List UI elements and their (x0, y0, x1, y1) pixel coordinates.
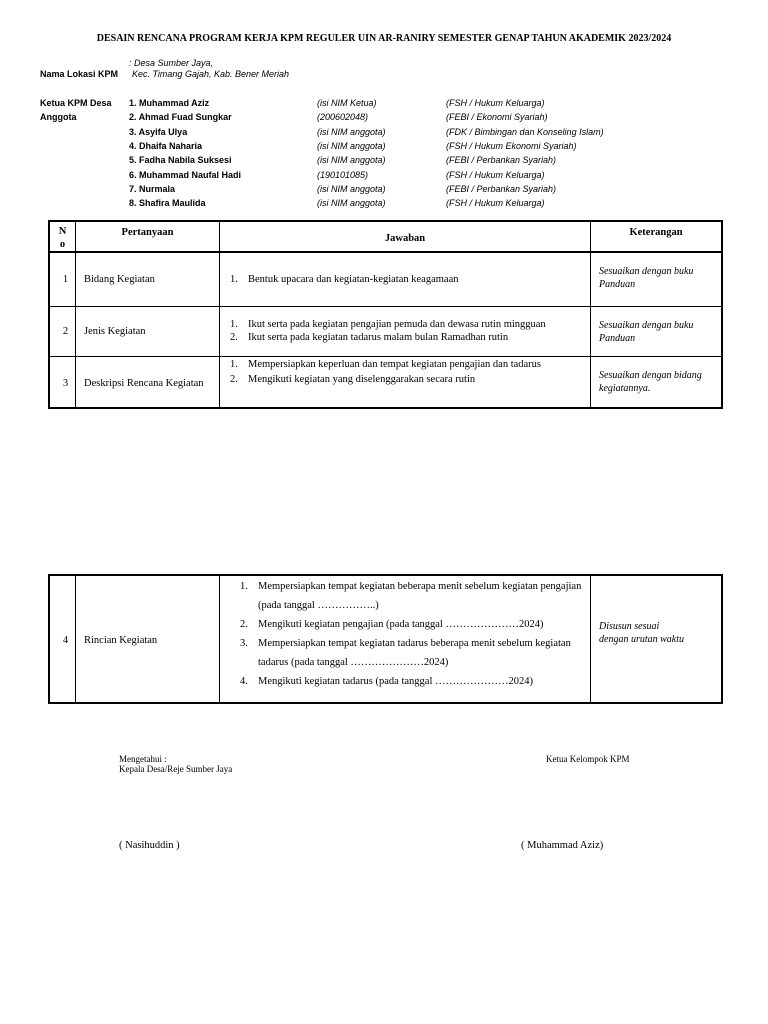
member-faculty: (FSH / Hukum Keluarga) (446, 169, 545, 180)
row-note: Sesuaikan dengan buku Panduan (599, 266, 694, 290)
answer-item: 3. Mempersiapkan tempat kegiatan tadarus beberapa menit sebelum kegiatan tadarus (pada tanggal …………………2024) (240, 638, 571, 668)
member-row (0, 170, 768, 184)
member-nim: (isi NIM anggota) (317, 198, 386, 209)
row-question: Bidang Kegiatan (84, 274, 155, 285)
row-question: Jenis Kegiatan (84, 326, 146, 337)
row-no: 2 (62, 326, 69, 337)
answer-item: 1. Mempersiapkan tempat kegiatan beberapa menit sebelum kegiatan pengajian (pada tanggal ……………..) (240, 581, 582, 611)
member-faculty: (FEBI / Perbankan Syariah) (446, 155, 557, 166)
header-note: Keterangan (629, 227, 683, 238)
member-name: 1. Muhammad Aziz (129, 98, 210, 108)
member-faculty: (FSH / Hukum Keluarga) (446, 98, 545, 108)
member-nim: (isi NIM anggota) (317, 183, 386, 194)
row-question: Rincian Kegiatan (84, 635, 158, 646)
row-note: Sesuaikan dengan buku Panduan (599, 320, 694, 344)
member-nim: (isi NIM anggota) (317, 126, 386, 137)
member-nim: (190101085) (317, 169, 369, 180)
row-no: 3 (62, 378, 69, 389)
answer-item: 2. Mengikuti kegiatan pengajian (pada tanggal …………………2024) (240, 619, 544, 630)
row-no: 4 (62, 635, 69, 646)
detail-table (48, 574, 723, 704)
anggota-label: Anggota (40, 112, 77, 122)
member-nim: (isi NIM anggota) (317, 140, 386, 151)
answer-item: 1. Ikut serta pada kegiatan pengajian pemuda dan dewasa rutin mingguan (230, 319, 546, 330)
member-row (0, 198, 768, 212)
answer-item: 4. Mengikuti kegiatan tadarus (pada tanggal …………………2024) (240, 676, 533, 687)
member-row (0, 112, 768, 126)
member-row (0, 98, 768, 112)
answer-list (240, 577, 585, 691)
member-nim: (isi NIM anggota) (317, 155, 386, 166)
member-row (0, 184, 768, 198)
member-name: 8. Shafira Maulida (129, 198, 206, 209)
row-note: Sesuaikan dengan bidang kegiatannya. (599, 370, 702, 394)
sign-left-line2: Kepala Desa/Reje Sumber Jaya (119, 764, 233, 774)
row-question: Deskripsi Rencana Kegiatan (84, 378, 204, 389)
member-faculty: (FSH / Hukum Ekonomi Syariah) (446, 140, 577, 151)
row-no: 1 (62, 274, 69, 285)
answer-item: 1. Bentuk upacara dan kegiatan-kegiatan keagamaan (230, 274, 459, 285)
member-row (0, 141, 768, 155)
answer-list (230, 273, 585, 286)
member-nim: (isi NIM Ketua) (317, 98, 377, 108)
answer-item: 2. Mengikuti kegiatan yang diselenggarakan secara rutin (230, 374, 476, 385)
member-faculty: (FEBI / Perbankan Syariah) (446, 183, 557, 194)
member-name: 4. Dhaifa Naharia (129, 140, 203, 151)
member-name: 7. Nurmala (129, 183, 176, 194)
location-line2: Kec. Timang Gajah, Kab. Bener Meriah (132, 69, 289, 79)
sign-left-name: ( Nasihuddin ) (119, 840, 180, 851)
member-nim: (200602048) (317, 112, 369, 123)
program-table (48, 220, 723, 409)
member-faculty: (FEBI / Ekonomi Syariah) (446, 112, 548, 123)
sign-right-name: ( Muhammad Aziz) (521, 840, 604, 851)
answer-item: 2. Ikut serta pada kegiatan tadarus malam bulan Ramadhan rutin (230, 332, 509, 343)
sign-left-line1: Mengetahui : (119, 754, 167, 764)
answer-list (230, 357, 585, 387)
sign-right-line1: Ketua Kelompok KPM (546, 754, 630, 764)
document-title: DESAIN RENCANA PROGRAM KERJA KPM REGULER UIN AR-RANIRY SEMESTER GENAP TAHUN AKADEMIK 2023/2024 (96, 33, 672, 44)
header-no: N o (58, 226, 67, 250)
header-answer: Jawaban (384, 233, 426, 244)
location-line1: : Desa Sumber Jaya, (129, 58, 214, 68)
member-name: 5. Fadha Nabila Suksesi (129, 155, 232, 166)
ketua-label: Ketua KPM Desa (40, 98, 112, 108)
member-faculty: (FDK / Bimbingan dan Konseling Islam) (446, 126, 604, 137)
answer-item: 1. Mempersiapkan keperluan dan tempat kegiatan pengajian dan tadarus (230, 359, 542, 370)
member-row (0, 155, 768, 169)
member-row (0, 127, 768, 141)
member-name: 2. Ahmad Fuad Sungkar (129, 112, 232, 123)
member-faculty: (FSH / Hukum Keluarga) (446, 198, 545, 209)
row-note: Disusun sesuai dengan urutan waktu (599, 621, 684, 645)
location-label: Nama Lokasi KPM (40, 69, 119, 79)
answer-list (230, 318, 585, 344)
member-name: 6. Muhammad Naufal Hadi (129, 169, 242, 180)
member-name: 3. Asyifa Ulya (129, 126, 188, 137)
header-question: Pertanyaan (121, 227, 174, 238)
